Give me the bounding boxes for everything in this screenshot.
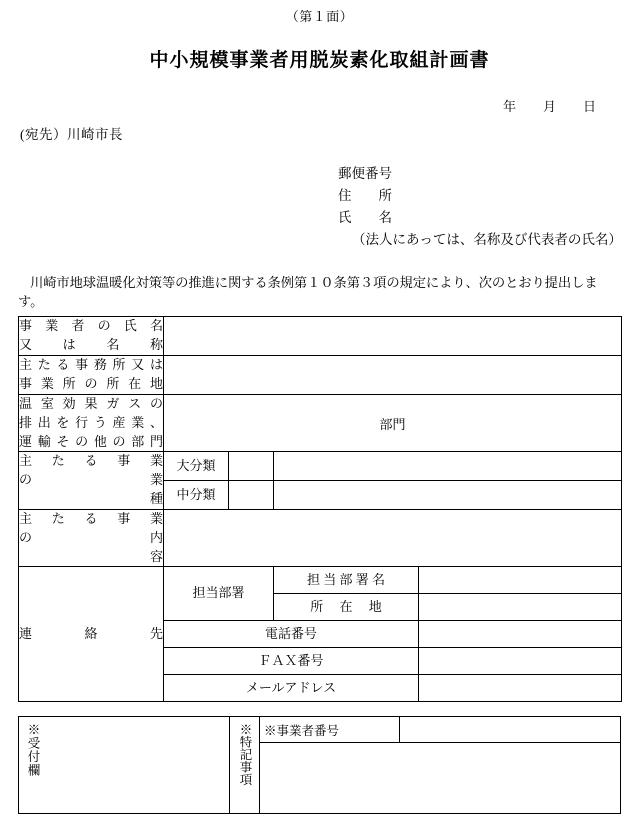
tel-label: 電話番号 <box>164 621 419 648</box>
business-name-label: 事 業 者 の 氏 名 又 は 名 称 <box>19 317 164 356</box>
fax-label: ＦＡＸ番号 <box>164 648 419 675</box>
mail-label: メールアドレス <box>164 675 419 702</box>
ghg-sector-input[interactable] <box>164 394 622 452</box>
fax-input[interactable] <box>419 648 622 675</box>
business-number-input[interactable] <box>400 717 620 742</box>
lead-text: 川崎市地球温暖化対策等の推進に関する条例第１０条第３項の規定により、次のとおり提出します。 <box>18 275 598 310</box>
business-content-label: 主 た る 事 業 の 内 容 <box>19 509 164 567</box>
page-mark: （第１面） <box>285 9 354 24</box>
industry-major-name-input[interactable] <box>274 452 622 481</box>
remarks-label-cell <box>230 717 260 813</box>
reception-box[interactable] <box>18 716 230 814</box>
industry-middle-label: 中分類 <box>164 481 229 510</box>
date-line <box>18 96 621 115</box>
bottom-section <box>18 716 621 814</box>
business-content-input[interactable] <box>164 509 622 567</box>
address-label: 住 所 <box>338 187 392 203</box>
date-day: 日 <box>582 99 597 114</box>
reception-label: ※受付欄 <box>26 723 40 778</box>
business-number-label: ※事業者番号 <box>260 717 400 742</box>
remarks-box <box>230 716 621 814</box>
application-form-table <box>18 316 622 702</box>
office-location-label: 主たる事務所又は 事 業 所 の 所 在 地 <box>19 356 164 395</box>
industry-type-label: 主 た る 事 業 の 業 種 <box>19 452 164 510</box>
ghg-sector-unit: 部門 <box>379 416 406 432</box>
applicant-note: （法人にあっては、名称及び代表者の氏名） <box>352 231 622 247</box>
mail-input[interactable] <box>419 675 622 702</box>
date-year: 年 <box>502 99 517 114</box>
office-location-input[interactable] <box>164 356 622 395</box>
document-page <box>0 6 639 786</box>
applicant-block <box>18 163 621 250</box>
industry-middle-name-input[interactable] <box>274 481 622 510</box>
remarks-free-input[interactable] <box>260 743 620 813</box>
dept-location-label: 所 在 地 <box>274 594 419 621</box>
business-number-row <box>260 717 620 743</box>
industry-major-code-input[interactable] <box>229 452 274 481</box>
dept-location-input[interactable] <box>419 594 622 621</box>
name-label: 氏 名 <box>338 209 392 225</box>
page-title: 中小規模事業者用脱炭素化取組計画書 <box>149 50 490 71</box>
tel-input[interactable] <box>419 621 622 648</box>
date-month: 月 <box>542 99 557 114</box>
table-row-contact-dept-name <box>19 567 622 594</box>
remarks-label: ※特記事項 <box>238 723 252 786</box>
business-name-input[interactable] <box>164 317 622 356</box>
postal-code-label: 郵便番号 <box>338 166 392 181</box>
table-row-industry-major <box>19 452 622 481</box>
industry-middle-code-input[interactable] <box>229 481 274 510</box>
contact-dept-label: 担当部署 <box>164 567 274 621</box>
dept-name-input[interactable] <box>419 567 622 594</box>
ghg-sector-label: 温 室 効 果 ガ ス の 排 出 を 行 う 産 業 、 運 輸 そ の 他 の 部 門 <box>19 394 164 452</box>
dept-name-label: 担 当 部 署 名 <box>274 567 419 594</box>
industry-major-label: 大分類 <box>164 452 229 481</box>
remarks-right <box>260 717 620 813</box>
contact-label: 連 絡 先 <box>19 567 164 702</box>
addressee: (宛先）川崎市長 <box>20 127 123 142</box>
